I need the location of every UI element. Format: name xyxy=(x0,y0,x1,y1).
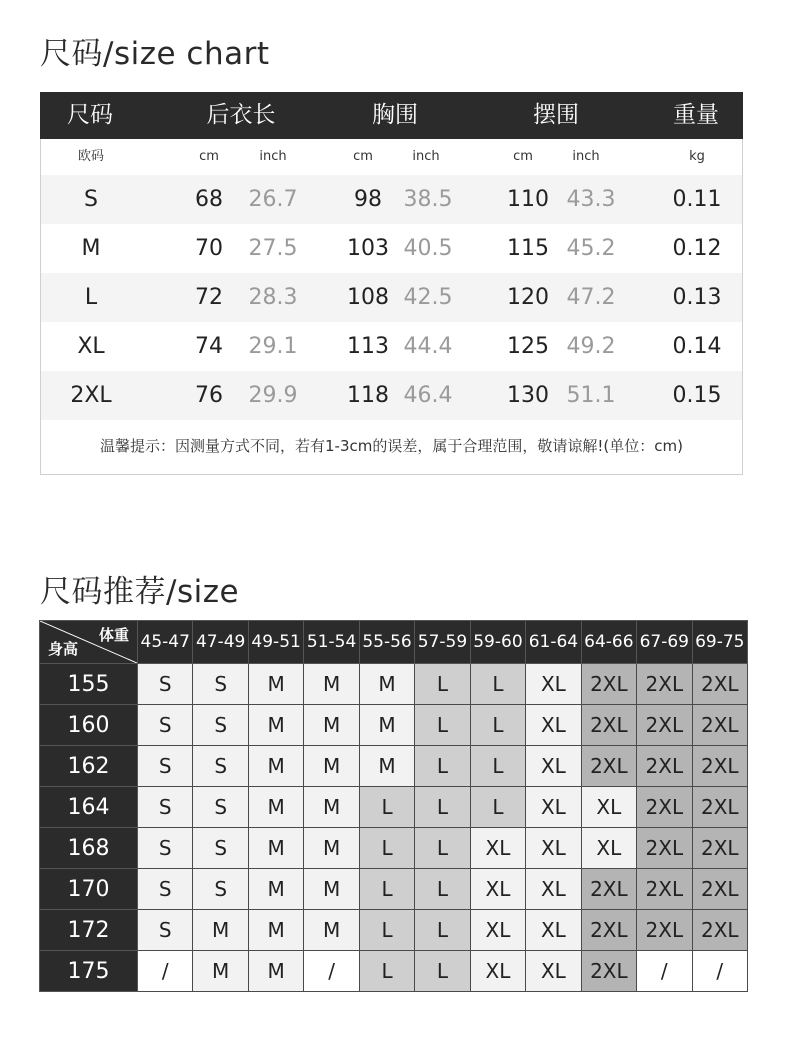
height-label: 162 xyxy=(40,746,138,787)
size-cell: 40.5 xyxy=(403,236,453,261)
unit-label: inch xyxy=(259,149,287,164)
size-recommendation-cell: / xyxy=(637,951,692,992)
size-recommendation-cell: 2XL xyxy=(692,828,747,869)
size-recommendation-cell: XL xyxy=(470,910,525,951)
size-cell: 118 xyxy=(347,383,389,408)
weight-range: 64-66 xyxy=(581,621,636,664)
weight-range: 47-49 xyxy=(193,621,248,664)
unit-label: cm xyxy=(513,149,533,164)
size-cell: 120 xyxy=(507,285,549,310)
size-recommendation-cell: XL xyxy=(581,828,636,869)
size-recommendation-cell: 2XL xyxy=(692,910,747,951)
size-recommendation-cell: XL xyxy=(526,910,581,951)
size-recommendation-cell: L xyxy=(415,746,470,787)
height-label: 155 xyxy=(40,664,138,705)
size-recommendation-cell: 2XL xyxy=(692,869,747,910)
height-label: 168 xyxy=(40,828,138,869)
size-recommendation-cell: 2XL xyxy=(637,910,692,951)
size-cell: 49.2 xyxy=(566,334,616,359)
weight-range: 45-47 xyxy=(138,621,193,664)
size-cell: 108 xyxy=(347,285,389,310)
measurement-note: 温馨提示：因测量方式不同，若有1-3cm的误差，属于合理范围，敬请谅解!(单位：cm) xyxy=(100,437,683,455)
size-chart-units xyxy=(41,139,742,175)
height-label: 164 xyxy=(40,787,138,828)
size-cell: S xyxy=(84,187,98,212)
size-recommendation-cell: XL xyxy=(470,869,525,910)
size-recommendation-cell: 2XL xyxy=(637,869,692,910)
size-recommendation-cell: M xyxy=(248,910,303,951)
size-recommendation-cell: 2XL xyxy=(692,664,747,705)
header-hem: 摆围 xyxy=(533,102,579,128)
size-recommendation-cell: XL xyxy=(526,951,581,992)
height-row xyxy=(40,869,748,910)
weight-range: 55-56 xyxy=(359,621,414,664)
size-recommendation-cell: S xyxy=(193,787,248,828)
size-cell: 45.2 xyxy=(566,236,616,261)
size-recommendation-cell: M xyxy=(304,746,359,787)
size-recommendation-cell: XL xyxy=(470,951,525,992)
size-recommendation-cell: 2XL xyxy=(692,787,747,828)
size-recommendation-cell: L xyxy=(415,705,470,746)
size-recommendation-cell: L xyxy=(470,664,525,705)
size-recommendation-cell: M xyxy=(304,828,359,869)
size-recommendation-cell: 2XL xyxy=(581,869,636,910)
size-cell: 68 xyxy=(195,187,223,212)
size-cell: M xyxy=(81,236,101,261)
size-cell: 26.7 xyxy=(248,187,298,212)
corner-cell xyxy=(40,621,138,664)
size-cell: 27.5 xyxy=(248,236,298,261)
height-row xyxy=(40,746,748,787)
size-recommendation-cell: M xyxy=(193,951,248,992)
weight-range: 69-75 xyxy=(692,621,747,664)
size-recommendation-cell: M xyxy=(304,705,359,746)
size-recommendation-cell: L xyxy=(415,787,470,828)
size-cell: 76 xyxy=(195,383,223,408)
size-recommendation-cell: 2XL xyxy=(581,746,636,787)
size-cell: 125 xyxy=(507,334,549,359)
size-recommendation-cell: 2XL xyxy=(637,828,692,869)
size-cell: 38.5 xyxy=(403,187,453,212)
size-cell: 42.5 xyxy=(403,285,453,310)
size-recommendation-cell: XL xyxy=(526,787,581,828)
size-recommendation-cell: S xyxy=(138,705,193,746)
header-chest: 胸围 xyxy=(372,102,418,128)
unit-label: 欧码 xyxy=(77,149,105,164)
size-recommendation-cell: L xyxy=(415,951,470,992)
size-cell: L xyxy=(84,285,98,310)
size-recommendation-cell: L xyxy=(415,828,470,869)
size-recommendation-cell: M xyxy=(359,746,414,787)
size-cell: 43.3 xyxy=(566,187,616,212)
header-weight: 重量 xyxy=(673,102,719,128)
size-recommendation-cell: M xyxy=(248,787,303,828)
size-recommendation-cell: 2XL xyxy=(692,746,747,787)
size-recommendation-cell: S xyxy=(193,869,248,910)
size-cell: 0.15 xyxy=(672,383,722,408)
size-recommendation-cell: XL xyxy=(526,869,581,910)
size-cell: 74 xyxy=(195,334,223,359)
size-recommendation-title: 尺码推荐/size xyxy=(40,574,240,610)
size-row xyxy=(41,273,742,322)
size-recommendation-cell: XL xyxy=(526,828,581,869)
size-recommendation-cell: S xyxy=(138,746,193,787)
weight-range: 59-60 xyxy=(470,621,525,664)
size-cell: 115 xyxy=(507,236,549,261)
height-row xyxy=(40,910,748,951)
size-recommendation-cell: XL xyxy=(526,664,581,705)
size-recommendation-cell: S xyxy=(193,705,248,746)
size-row xyxy=(41,322,742,371)
size-recommendation-cell: 2XL xyxy=(637,664,692,705)
size-cell: 113 xyxy=(347,334,389,359)
unit-label: inch xyxy=(572,149,600,164)
size-cell: 29.1 xyxy=(248,334,298,359)
size-cell: 28.3 xyxy=(248,285,298,310)
size-cell: XL xyxy=(77,334,105,359)
size-cell: 0.11 xyxy=(672,187,722,212)
height-row xyxy=(40,787,748,828)
weight-range: 49-51 xyxy=(248,621,303,664)
size-cell: 44.4 xyxy=(403,334,453,359)
size-recommendation-cell: S xyxy=(138,787,193,828)
size-recommendation-cell: / xyxy=(692,951,747,992)
size-recommendation-cell: 2XL xyxy=(581,664,636,705)
size-recommendation-cell: M xyxy=(359,705,414,746)
size-recommendation-cell: S xyxy=(138,828,193,869)
size-recommendation-cell: M xyxy=(248,951,303,992)
size-recommendation-cell: L xyxy=(359,951,414,992)
size-cell: 47.2 xyxy=(566,285,616,310)
size-recommendation-cell: 2XL xyxy=(637,705,692,746)
size-recommendation-cell: L xyxy=(359,787,414,828)
size-recommendation-cell: S xyxy=(138,910,193,951)
size-recommendation-cell: XL xyxy=(526,746,581,787)
header-size: 尺码 xyxy=(67,102,113,128)
size-recommendation-cell: L xyxy=(359,828,414,869)
size-cell: 51.1 xyxy=(566,383,616,408)
size-cell: 2XL xyxy=(70,383,112,408)
corner-weight-label: 体重 xyxy=(98,626,129,644)
weight-header-row xyxy=(40,621,748,664)
height-row xyxy=(40,828,748,869)
size-recommendation-cell: M xyxy=(248,828,303,869)
height-label: 175 xyxy=(40,951,138,992)
size-row xyxy=(41,371,742,420)
weight-range: 51-54 xyxy=(304,621,359,664)
height-label: 172 xyxy=(40,910,138,951)
size-chart-table xyxy=(40,92,743,475)
size-recommendation-cell: 2XL xyxy=(581,705,636,746)
size-recommendation-cell: M xyxy=(304,787,359,828)
size-recommendation-cell: S xyxy=(138,869,193,910)
weight-range: 57-59 xyxy=(415,621,470,664)
size-chart-title: 尺码/size chart xyxy=(40,36,270,72)
height-label: 170 xyxy=(40,869,138,910)
height-row xyxy=(40,705,748,746)
weight-range: 61-64 xyxy=(526,621,581,664)
height-row xyxy=(40,664,748,705)
size-recommendation-cell: L xyxy=(359,869,414,910)
size-recommendation-cell: 2XL xyxy=(581,951,636,992)
size-recommendation-cell: / xyxy=(304,951,359,992)
size-recommendation-table xyxy=(39,620,748,992)
size-recommendation-cell: M xyxy=(304,910,359,951)
size-cell: 0.13 xyxy=(672,285,722,310)
size-cell: 130 xyxy=(507,383,549,408)
size-recommendation-cell: XL xyxy=(470,828,525,869)
corner-height-label: 身高 xyxy=(48,640,79,658)
size-recommendation-cell: M xyxy=(248,746,303,787)
size-recommendation-cell: 2XL xyxy=(692,705,747,746)
unit-label: cm xyxy=(199,149,219,164)
size-recommendation-cell: M xyxy=(248,869,303,910)
size-recommendation-cell: M xyxy=(359,664,414,705)
size-recommendation-cell: S xyxy=(193,664,248,705)
size-recommendation-cell: L xyxy=(470,705,525,746)
size-row xyxy=(41,175,742,224)
size-recommendation-cell: S xyxy=(138,664,193,705)
size-cell: 0.14 xyxy=(672,334,722,359)
unit-label: inch xyxy=(412,149,440,164)
size-recommendation-cell: 2XL xyxy=(581,910,636,951)
size-cell: 0.12 xyxy=(672,236,722,261)
size-recommendation-cell: M xyxy=(304,869,359,910)
size-cell: 46.4 xyxy=(403,383,453,408)
size-cell: 29.9 xyxy=(248,383,298,408)
size-recommendation-cell: M xyxy=(304,664,359,705)
size-recommendation-cell: XL xyxy=(581,787,636,828)
size-cell: 72 xyxy=(195,285,223,310)
size-recommendation-cell: 2XL xyxy=(637,746,692,787)
size-recommendation-cell: L xyxy=(415,869,470,910)
height-row xyxy=(40,951,748,992)
size-recommendation-cell: / xyxy=(138,951,193,992)
size-recommendation-cell: M xyxy=(248,664,303,705)
size-recommendation-cell: S xyxy=(193,828,248,869)
size-recommendation-cell: XL xyxy=(526,705,581,746)
size-recommendation-cell: M xyxy=(248,705,303,746)
size-cell: 98 xyxy=(354,187,382,212)
size-recommendation-cell: L xyxy=(415,664,470,705)
size-recommendation-cell: 2XL xyxy=(637,787,692,828)
size-recommendation-cell: L xyxy=(470,746,525,787)
size-cell: 110 xyxy=(507,187,549,212)
header-back-length: 后衣长 xyxy=(206,102,276,128)
size-recommendation-cell: L xyxy=(359,910,414,951)
size-recommendation-cell: L xyxy=(470,787,525,828)
size-cell: 70 xyxy=(195,236,223,261)
unit-label: cm xyxy=(353,149,373,164)
size-cell: 103 xyxy=(347,236,389,261)
weight-range: 67-69 xyxy=(637,621,692,664)
size-row xyxy=(41,224,742,273)
size-recommendation-cell: L xyxy=(415,910,470,951)
size-recommendation-cell: S xyxy=(193,746,248,787)
size-recommendation-cell: M xyxy=(193,910,248,951)
height-label: 160 xyxy=(40,705,138,746)
size-chart-header xyxy=(40,92,743,139)
unit-label: kg xyxy=(689,149,705,164)
